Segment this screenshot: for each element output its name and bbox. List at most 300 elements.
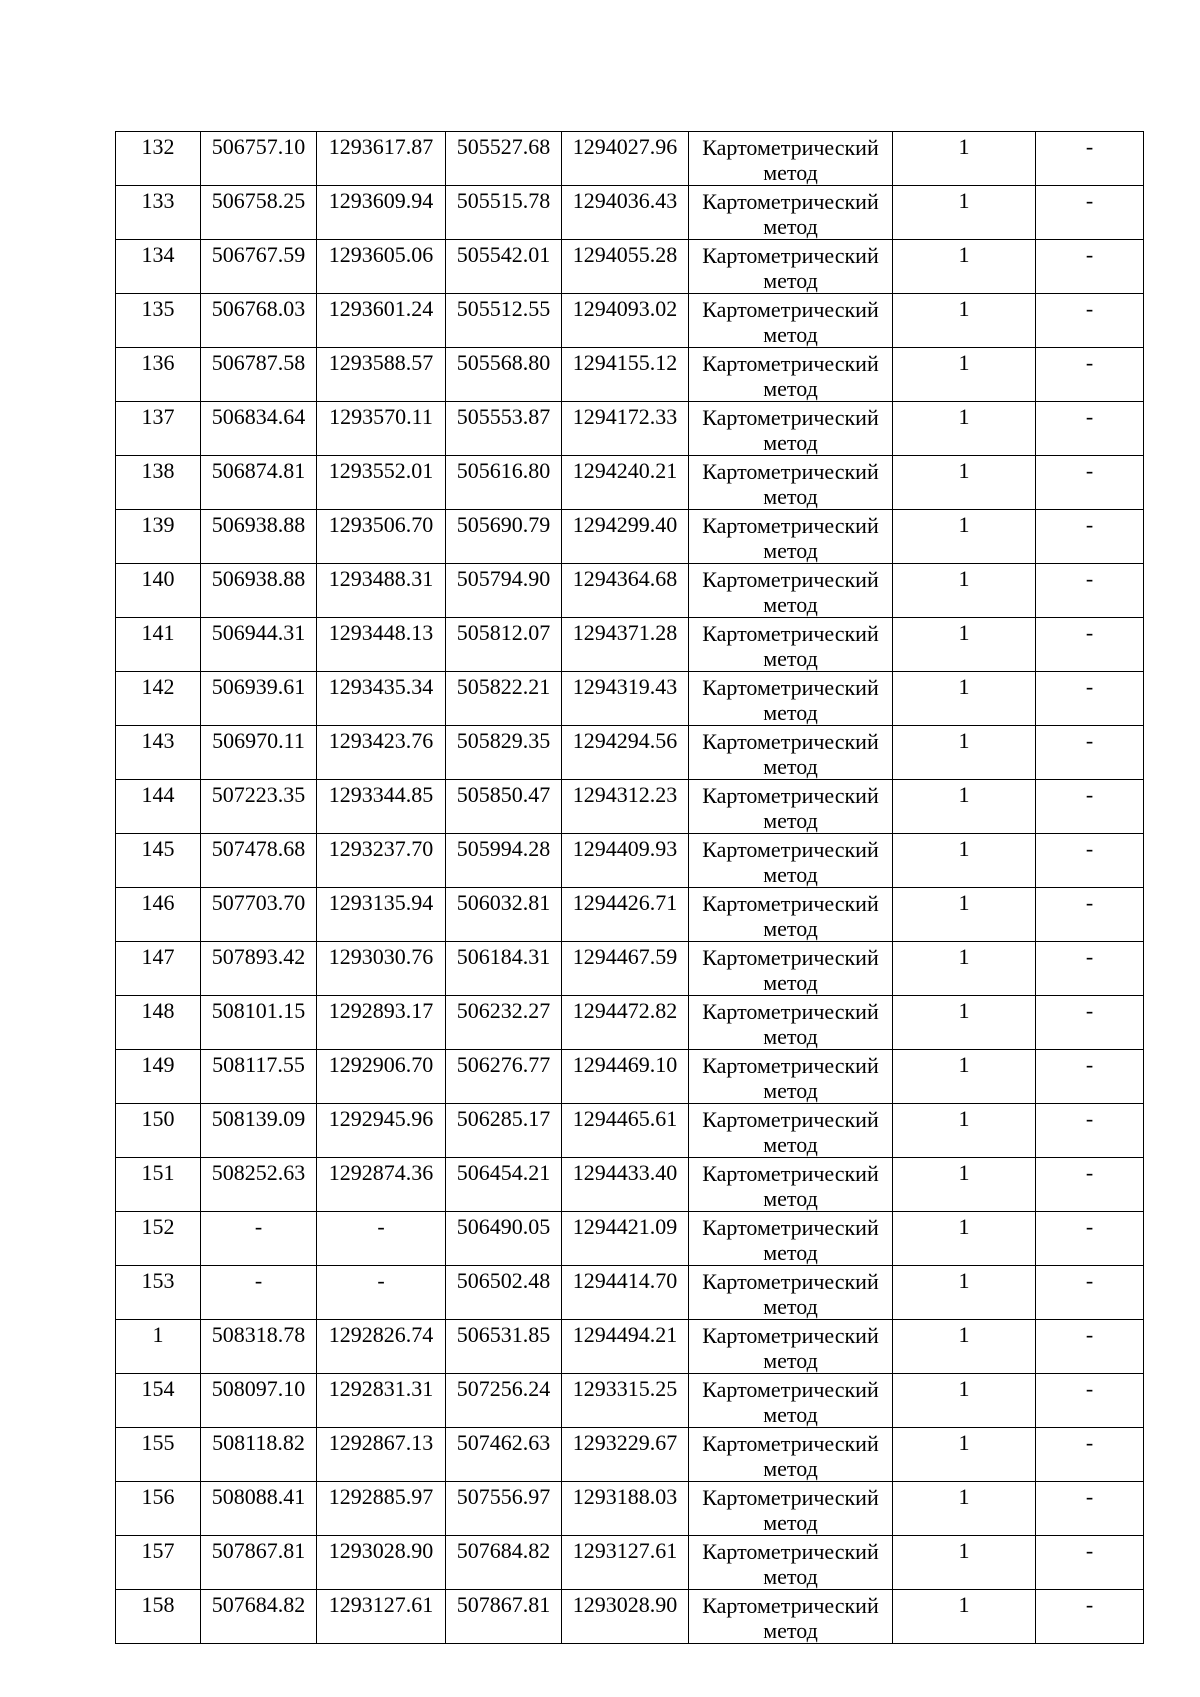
point-number-cell: 138 (116, 456, 201, 510)
point-number-cell: 151 (116, 1158, 201, 1212)
method-cell (689, 888, 893, 942)
point-number-cell: 136 (116, 348, 201, 402)
method-label-line1: Картометрический (702, 1593, 879, 1618)
y-existing-cell: 1293030.76 (317, 942, 446, 996)
y-existing-cell: 1292906.70 (317, 1050, 446, 1104)
x-new-cell: 507256.24 (446, 1374, 562, 1428)
x-new-cell: 505794.90 (446, 564, 562, 618)
method-label-line2: метод (763, 592, 818, 617)
y-existing-cell: 1293344.85 (317, 780, 446, 834)
note-cell: - (1036, 240, 1144, 294)
table-row (116, 1050, 1144, 1104)
x-existing-cell: 508139.09 (201, 1104, 317, 1158)
x-existing-cell: 507893.42 (201, 942, 317, 996)
accuracy-cell: 1 (893, 672, 1036, 726)
x-existing-cell: 508117.55 (201, 1050, 317, 1104)
table-row (116, 510, 1144, 564)
accuracy-cell: 1 (893, 132, 1036, 186)
y-new-cell: 1294426.71 (562, 888, 689, 942)
x-new-cell: 506276.77 (446, 1050, 562, 1104)
method-label-line2: метод (763, 700, 818, 725)
y-new-cell: 1293028.90 (562, 1590, 689, 1644)
accuracy-cell: 1 (893, 888, 1036, 942)
accuracy-cell: 1 (893, 1590, 1036, 1644)
method-label-line1: Картометрический (702, 1215, 879, 1240)
y-existing-cell: 1293506.70 (317, 510, 446, 564)
table-row (116, 564, 1144, 618)
note-cell: - (1036, 456, 1144, 510)
note-cell: - (1036, 1212, 1144, 1266)
coordinates-table (115, 131, 1144, 1644)
method-label-line2: метод (763, 1618, 818, 1643)
point-number-cell: 139 (116, 510, 201, 564)
y-new-cell: 1293127.61 (562, 1536, 689, 1590)
x-existing-cell: - (201, 1266, 317, 1320)
accuracy-cell: 1 (893, 1104, 1036, 1158)
method-cell (689, 186, 893, 240)
y-existing-cell: 1293488.31 (317, 564, 446, 618)
method-label-line1: Картометрический (702, 1539, 879, 1564)
x-new-cell: 507462.63 (446, 1428, 562, 1482)
table-row (116, 1590, 1144, 1644)
x-new-cell: 506490.05 (446, 1212, 562, 1266)
accuracy-cell: 1 (893, 1428, 1036, 1482)
x-existing-cell: - (201, 1212, 317, 1266)
note-cell: - (1036, 1158, 1144, 1212)
x-new-cell: 506502.48 (446, 1266, 562, 1320)
y-new-cell: 1294371.28 (562, 618, 689, 672)
y-existing-cell: 1292874.36 (317, 1158, 446, 1212)
table-row (116, 1104, 1144, 1158)
method-cell (689, 132, 893, 186)
note-cell: - (1036, 1104, 1144, 1158)
point-number-cell: 135 (116, 294, 201, 348)
x-existing-cell: 507478.68 (201, 834, 317, 888)
accuracy-cell: 1 (893, 1536, 1036, 1590)
method-label-line2: метод (763, 1402, 818, 1427)
x-existing-cell: 506939.61 (201, 672, 317, 726)
method-label-line2: метод (763, 1510, 818, 1535)
y-existing-cell: 1292826.74 (317, 1320, 446, 1374)
y-existing-cell: 1292885.97 (317, 1482, 446, 1536)
method-label-line1: Картометрический (702, 459, 879, 484)
y-existing-cell: 1293423.76 (317, 726, 446, 780)
method-cell (689, 294, 893, 348)
x-existing-cell: 507684.82 (201, 1590, 317, 1644)
x-existing-cell: 506938.88 (201, 510, 317, 564)
note-cell: - (1036, 1428, 1144, 1482)
y-new-cell: 1294299.40 (562, 510, 689, 564)
y-existing-cell: 1293552.01 (317, 456, 446, 510)
method-label-line1: Картометрический (702, 945, 879, 970)
y-new-cell: 1294494.21 (562, 1320, 689, 1374)
y-existing-cell: 1293435.34 (317, 672, 446, 726)
x-new-cell: 505527.68 (446, 132, 562, 186)
y-new-cell: 1294469.10 (562, 1050, 689, 1104)
y-existing-cell: - (317, 1212, 446, 1266)
method-label-line1: Картометрический (702, 1053, 879, 1078)
y-existing-cell: 1293448.13 (317, 618, 446, 672)
y-existing-cell: 1293028.90 (317, 1536, 446, 1590)
x-new-cell: 505994.28 (446, 834, 562, 888)
method-label-line1: Картометрический (702, 783, 879, 808)
y-existing-cell: 1293588.57 (317, 348, 446, 402)
point-number-cell: 148 (116, 996, 201, 1050)
accuracy-cell: 1 (893, 834, 1036, 888)
accuracy-cell: 1 (893, 1050, 1036, 1104)
note-cell: - (1036, 618, 1144, 672)
note-cell: - (1036, 1320, 1144, 1374)
method-label-line2: метод (763, 1456, 818, 1481)
method-cell (689, 996, 893, 1050)
method-cell (689, 942, 893, 996)
note-cell: - (1036, 564, 1144, 618)
method-label-line1: Картометрический (702, 999, 879, 1024)
point-number-cell: 153 (116, 1266, 201, 1320)
y-new-cell: 1294472.82 (562, 996, 689, 1050)
method-cell (689, 672, 893, 726)
y-existing-cell: 1293605.06 (317, 240, 446, 294)
method-cell (689, 1158, 893, 1212)
note-cell: - (1036, 1590, 1144, 1644)
method-cell (689, 1266, 893, 1320)
method-label-line2: метод (763, 1024, 818, 1049)
accuracy-cell: 1 (893, 780, 1036, 834)
method-cell (689, 1590, 893, 1644)
y-existing-cell: 1293617.87 (317, 132, 446, 186)
note-cell: - (1036, 834, 1144, 888)
method-label-line2: метод (763, 862, 818, 887)
x-new-cell: 505512.55 (446, 294, 562, 348)
table-row (116, 1536, 1144, 1590)
table-row (116, 618, 1144, 672)
x-new-cell: 505542.01 (446, 240, 562, 294)
method-label-line2: метод (763, 160, 818, 185)
accuracy-cell: 1 (893, 564, 1036, 618)
point-number-cell: 140 (116, 564, 201, 618)
note-cell: - (1036, 510, 1144, 564)
point-number-cell: 142 (116, 672, 201, 726)
method-cell (689, 240, 893, 294)
method-cell (689, 834, 893, 888)
point-number-cell: 149 (116, 1050, 201, 1104)
method-label-line2: метод (763, 1348, 818, 1373)
note-cell: - (1036, 1374, 1144, 1428)
method-label-line2: метод (763, 646, 818, 671)
method-label-line1: Картометрический (702, 621, 879, 646)
table-row (116, 294, 1144, 348)
method-cell (689, 1536, 893, 1590)
note-cell: - (1036, 1266, 1144, 1320)
method-label-line2: метод (763, 970, 818, 995)
table-row (116, 888, 1144, 942)
x-new-cell: 507556.97 (446, 1482, 562, 1536)
note-cell: - (1036, 402, 1144, 456)
accuracy-cell: 1 (893, 348, 1036, 402)
method-label-line2: метод (763, 1240, 818, 1265)
table-row (116, 1212, 1144, 1266)
y-new-cell: 1294240.21 (562, 456, 689, 510)
y-new-cell: 1294036.43 (562, 186, 689, 240)
x-existing-cell: 507867.81 (201, 1536, 317, 1590)
x-existing-cell: 506767.59 (201, 240, 317, 294)
y-existing-cell: 1293237.70 (317, 834, 446, 888)
method-label-line2: метод (763, 1294, 818, 1319)
y-existing-cell: 1292867.13 (317, 1428, 446, 1482)
y-existing-cell: - (317, 1266, 446, 1320)
method-label-line2: метод (763, 808, 818, 833)
y-new-cell: 1294294.56 (562, 726, 689, 780)
point-number-cell: 150 (116, 1104, 201, 1158)
method-label-line1: Картометрический (702, 837, 879, 862)
method-label-line2: метод (763, 1132, 818, 1157)
method-cell (689, 726, 893, 780)
table-row (116, 240, 1144, 294)
y-new-cell: 1294055.28 (562, 240, 689, 294)
x-existing-cell: 506834.64 (201, 402, 317, 456)
accuracy-cell: 1 (893, 1374, 1036, 1428)
table-row (116, 942, 1144, 996)
point-number-cell: 157 (116, 1536, 201, 1590)
table-row (116, 834, 1144, 888)
x-existing-cell: 506874.81 (201, 456, 317, 510)
table-row (116, 1482, 1144, 1536)
x-new-cell: 505568.80 (446, 348, 562, 402)
method-cell (689, 1104, 893, 1158)
point-number-cell: 158 (116, 1590, 201, 1644)
x-new-cell: 506454.21 (446, 1158, 562, 1212)
note-cell: - (1036, 294, 1144, 348)
y-new-cell: 1294364.68 (562, 564, 689, 618)
point-number-cell: 137 (116, 402, 201, 456)
y-existing-cell: 1293127.61 (317, 1590, 446, 1644)
note-cell: - (1036, 1536, 1144, 1590)
y-new-cell: 1294421.09 (562, 1212, 689, 1266)
x-existing-cell: 506757.10 (201, 132, 317, 186)
accuracy-cell: 1 (893, 942, 1036, 996)
method-label-line1: Картометрический (702, 1161, 879, 1186)
method-label-line1: Картометрический (702, 1431, 879, 1456)
method-cell (689, 1212, 893, 1266)
table-row (116, 996, 1144, 1050)
y-existing-cell: 1292945.96 (317, 1104, 446, 1158)
table-row (116, 672, 1144, 726)
note-cell: - (1036, 780, 1144, 834)
note-cell: - (1036, 726, 1144, 780)
x-new-cell: 505829.35 (446, 726, 562, 780)
note-cell: - (1036, 132, 1144, 186)
accuracy-cell: 1 (893, 1482, 1036, 1536)
x-existing-cell: 508088.41 (201, 1482, 317, 1536)
accuracy-cell: 1 (893, 1158, 1036, 1212)
accuracy-cell: 1 (893, 726, 1036, 780)
method-label-line2: метод (763, 484, 818, 509)
accuracy-cell: 1 (893, 402, 1036, 456)
table-row (116, 780, 1144, 834)
note-cell: - (1036, 942, 1144, 996)
method-cell (689, 1320, 893, 1374)
method-cell (689, 1374, 893, 1428)
method-label-line2: метод (763, 322, 818, 347)
table-row (116, 132, 1144, 186)
method-cell (689, 1482, 893, 1536)
x-new-cell: 506531.85 (446, 1320, 562, 1374)
table-row (116, 402, 1144, 456)
method-cell (689, 618, 893, 672)
x-new-cell: 506184.31 (446, 942, 562, 996)
accuracy-cell: 1 (893, 618, 1036, 672)
point-number-cell: 155 (116, 1428, 201, 1482)
x-new-cell: 506285.17 (446, 1104, 562, 1158)
point-number-cell: 146 (116, 888, 201, 942)
method-label-line1: Картометрический (702, 351, 879, 376)
x-new-cell: 507867.81 (446, 1590, 562, 1644)
x-existing-cell: 506787.58 (201, 348, 317, 402)
method-label-line1: Картометрический (702, 1269, 879, 1294)
method-label-line1: Картометрический (702, 891, 879, 916)
x-existing-cell: 507703.70 (201, 888, 317, 942)
table-row (116, 1320, 1144, 1374)
method-label-line1: Картометрический (702, 189, 879, 214)
y-new-cell: 1294027.96 (562, 132, 689, 186)
x-new-cell: 505850.47 (446, 780, 562, 834)
method-cell (689, 456, 893, 510)
method-label-line1: Картометрический (702, 1377, 879, 1402)
y-new-cell: 1293315.25 (562, 1374, 689, 1428)
y-new-cell: 1294414.70 (562, 1266, 689, 1320)
x-existing-cell: 506758.25 (201, 186, 317, 240)
table-row (116, 1428, 1144, 1482)
x-new-cell: 505616.80 (446, 456, 562, 510)
point-number-cell: 152 (116, 1212, 201, 1266)
y-new-cell: 1294319.43 (562, 672, 689, 726)
method-cell (689, 780, 893, 834)
table-row (116, 1374, 1144, 1428)
accuracy-cell: 1 (893, 294, 1036, 348)
table-row (116, 1266, 1144, 1320)
note-cell: - (1036, 186, 1144, 240)
method-label-line1: Картометрический (702, 297, 879, 322)
x-new-cell: 505690.79 (446, 510, 562, 564)
method-label-line1: Картометрический (702, 675, 879, 700)
table-row (116, 186, 1144, 240)
point-number-cell: 154 (116, 1374, 201, 1428)
method-label-line2: метод (763, 268, 818, 293)
method-label-line1: Картометрический (702, 567, 879, 592)
x-existing-cell: 506944.31 (201, 618, 317, 672)
note-cell: - (1036, 1482, 1144, 1536)
note-cell: - (1036, 888, 1144, 942)
method-label-line2: метод (763, 538, 818, 563)
accuracy-cell: 1 (893, 456, 1036, 510)
y-existing-cell: 1293609.94 (317, 186, 446, 240)
x-existing-cell: 508252.63 (201, 1158, 317, 1212)
method-label-line2: метод (763, 916, 818, 941)
x-new-cell: 505812.07 (446, 618, 562, 672)
accuracy-cell: 1 (893, 186, 1036, 240)
table-row (116, 456, 1144, 510)
method-label-line1: Картометрический (702, 135, 879, 160)
point-number-cell: 1 (116, 1320, 201, 1374)
accuracy-cell: 1 (893, 1212, 1036, 1266)
y-new-cell: 1293188.03 (562, 1482, 689, 1536)
x-existing-cell: 506768.03 (201, 294, 317, 348)
y-new-cell: 1294155.12 (562, 348, 689, 402)
table-body (116, 132, 1144, 1644)
table-row (116, 726, 1144, 780)
method-label-line1: Картометрический (702, 729, 879, 754)
x-new-cell: 505553.87 (446, 402, 562, 456)
method-label-line2: метод (763, 214, 818, 239)
y-new-cell: 1294465.61 (562, 1104, 689, 1158)
method-label-line2: метод (763, 754, 818, 779)
point-number-cell: 133 (116, 186, 201, 240)
x-new-cell: 505822.21 (446, 672, 562, 726)
method-label-line2: метод (763, 430, 818, 455)
x-existing-cell: 508318.78 (201, 1320, 317, 1374)
y-new-cell: 1293229.67 (562, 1428, 689, 1482)
y-existing-cell: 1292893.17 (317, 996, 446, 1050)
x-existing-cell: 508101.15 (201, 996, 317, 1050)
x-existing-cell: 507223.35 (201, 780, 317, 834)
point-number-cell: 144 (116, 780, 201, 834)
accuracy-cell: 1 (893, 996, 1036, 1050)
accuracy-cell: 1 (893, 1320, 1036, 1374)
method-cell (689, 510, 893, 564)
y-new-cell: 1294172.33 (562, 402, 689, 456)
point-number-cell: 141 (116, 618, 201, 672)
y-existing-cell: 1292831.31 (317, 1374, 446, 1428)
x-new-cell: 506032.81 (446, 888, 562, 942)
note-cell: - (1036, 672, 1144, 726)
method-label-line1: Картометрический (702, 243, 879, 268)
method-cell (689, 402, 893, 456)
accuracy-cell: 1 (893, 240, 1036, 294)
x-existing-cell: 508118.82 (201, 1428, 317, 1482)
y-existing-cell: 1293601.24 (317, 294, 446, 348)
method-label-line2: метод (763, 1564, 818, 1589)
y-new-cell: 1294312.23 (562, 780, 689, 834)
y-existing-cell: 1293135.94 (317, 888, 446, 942)
method-label-line2: метод (763, 1078, 818, 1103)
accuracy-cell: 1 (893, 1266, 1036, 1320)
y-new-cell: 1294409.93 (562, 834, 689, 888)
method-label-line1: Картометрический (702, 513, 879, 538)
point-number-cell: 147 (116, 942, 201, 996)
method-cell (689, 1428, 893, 1482)
y-new-cell: 1294467.59 (562, 942, 689, 996)
point-number-cell: 145 (116, 834, 201, 888)
point-number-cell: 134 (116, 240, 201, 294)
x-new-cell: 507684.82 (446, 1536, 562, 1590)
note-cell: - (1036, 1050, 1144, 1104)
y-new-cell: 1294433.40 (562, 1158, 689, 1212)
x-new-cell: 506232.27 (446, 996, 562, 1050)
method-cell (689, 564, 893, 618)
x-existing-cell: 506970.11 (201, 726, 317, 780)
method-cell (689, 348, 893, 402)
method-label-line1: Картометрический (702, 1485, 879, 1510)
point-number-cell: 132 (116, 132, 201, 186)
method-label-line1: Картометрический (702, 1107, 879, 1132)
method-label-line1: Картометрический (702, 1323, 879, 1348)
point-number-cell: 143 (116, 726, 201, 780)
x-existing-cell: 508097.10 (201, 1374, 317, 1428)
accuracy-cell: 1 (893, 510, 1036, 564)
note-cell: - (1036, 996, 1144, 1050)
note-cell: - (1036, 348, 1144, 402)
table-row (116, 348, 1144, 402)
